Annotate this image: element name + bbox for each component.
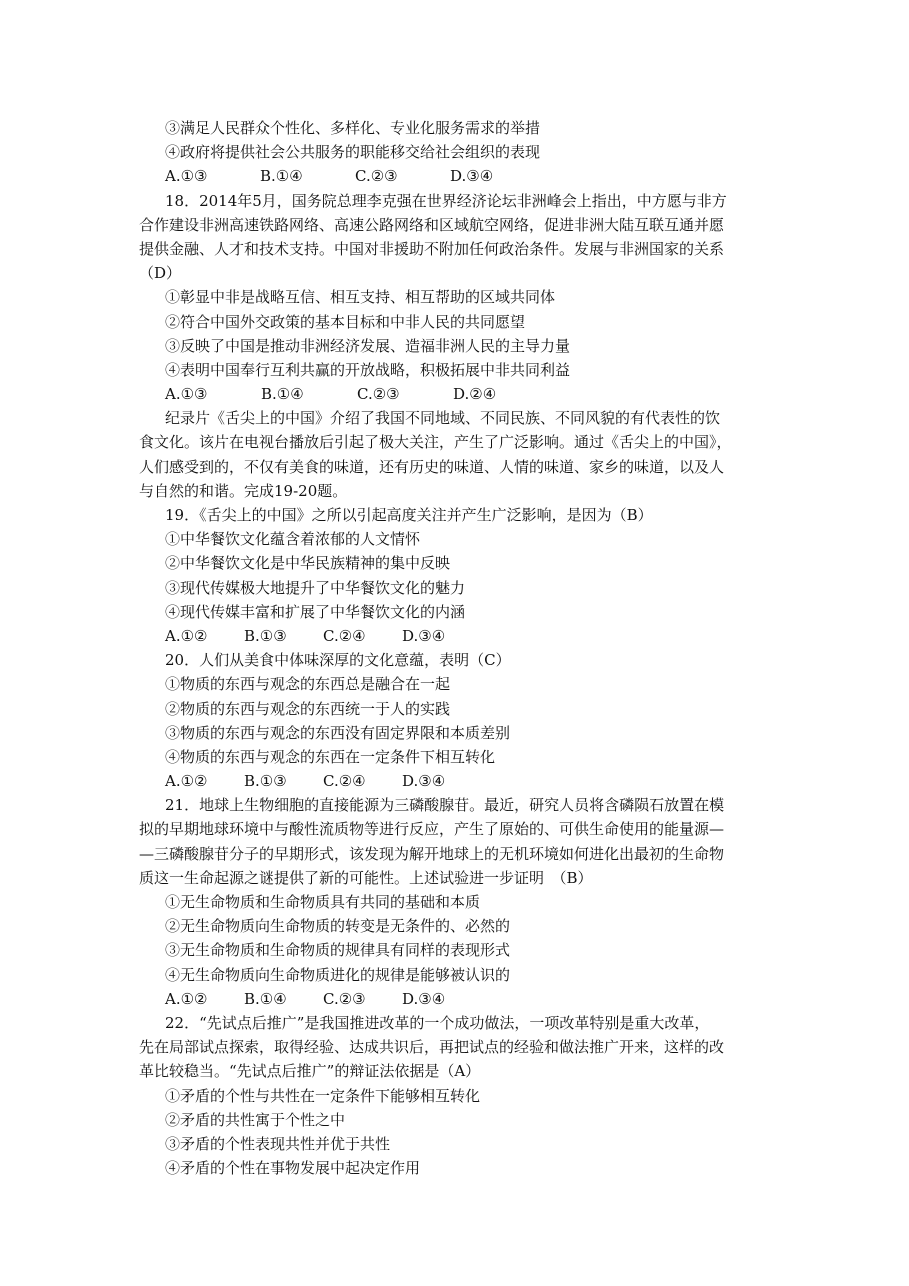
q18-item-3: ③反映了中国是推动非洲经济发展、造福非洲人民的主导力量: [165, 336, 571, 355]
q18-stem-line: 18．2014年5月，国务院总理李克强在世界经济论坛非洲峰会上指出，中方愿与非方: [165, 191, 727, 210]
q18-option-c: C.②③: [357, 385, 400, 404]
material-line: 食文化。该片在电视台播放后引起了极大关注，产生了广泛影响。通过《舌尖上的中国》，: [139, 433, 732, 452]
material-line: 纪录片《舌尖上的中国》介绍了我国不同地域、不同民族、不同风貌的有代表性的饮: [165, 409, 721, 428]
q21-option-c: C.②③: [323, 989, 366, 1008]
q19-option-b: B.①③: [244, 626, 287, 645]
q20-option-c: C.②④: [323, 772, 366, 791]
q17-option-c: C.②③: [355, 167, 398, 186]
q20-item-2: ②物质的东西与观念的东西统一于人的实践: [165, 699, 451, 718]
material-line: 与自然的和谐。完成19-20题。: [139, 481, 348, 500]
q22-stem-line: 22．“先试点后推广”是我国推进改革的一个成功做法，一项改革特别是重大改革，: [165, 1013, 710, 1032]
q21-options: [139, 987, 770, 1011]
q20-option-d: D.③④: [402, 772, 446, 791]
question-19: [139, 503, 770, 648]
q18-item-1: ①彰显中非是战略互信、相互支持、相互帮助的区域共同体: [165, 288, 556, 307]
q18-option-b: B.①④: [261, 385, 304, 404]
q22-item-2: ②矛盾的共性寓于个性之中: [165, 1110, 346, 1129]
q21-item-2: ②无生命物质向生命物质的转变是无条件的、必然的: [165, 917, 511, 936]
q17-option-b: B.①④: [260, 167, 303, 186]
material-line: 人们感受到的，不仅有美食的味道，还有历史的味道、人情的味道、家乡的味道，以及人: [139, 457, 725, 476]
exam-text: [139, 116, 770, 1180]
q20-item-1: ①物质的东西与观念的东西总是融合在一起: [165, 675, 451, 694]
q19-option-c: C.②④: [323, 626, 366, 645]
q19-option-d: D.③④: [402, 626, 446, 645]
q22-item-3: ③矛盾的个性表现共性并优于共性: [165, 1134, 391, 1153]
question-20: [139, 648, 770, 793]
q18-stem-line: 提供金融、人才和技术支持。中国对非援助不附加任何政治条件。发展与非洲国家的关系: [139, 239, 725, 258]
q20-stem: 20．人们从美食中体味深厚的文化意蕴，表明（C）: [165, 651, 511, 670]
q19-option-a: A.①②: [165, 626, 208, 645]
q20-option-b: B.①③: [244, 772, 287, 791]
q18-option-a: A.①③: [165, 385, 208, 404]
q17-item-4: ④政府将提供社会公共服务的职能移交给社会组织的表现: [165, 143, 541, 162]
q18-item-4: ④表明中国奉行互利共赢的开放战略，积极拓展中非共同利益: [165, 360, 571, 379]
q22-stem-line: 革比较稳当。“先试点后推广”的辩证法依据是（A）: [139, 1062, 481, 1081]
q22-item-4: ④矛盾的个性在事物发展中起决定作用: [165, 1159, 421, 1178]
q19-item-4: ④现代传媒丰富和扩展了中华餐饮文化的内涵: [165, 602, 466, 621]
q18-item-2: ②符合中国外交政策的基本目标和中非人民的共同愿望: [165, 312, 526, 331]
q21-item-1: ①无生命物质和生命物质具有共同的基础和本质: [165, 893, 481, 911]
q22-stem-line: 先在局部试点探索，取得经验、达成共识后，再把试点的经验和做法推广开来，这样的改: [139, 1038, 725, 1057]
q18-stem-line: 合作建设非洲高速铁路网络、高速公路网络和区域航空网络，促进非洲大陆互联互通并愿: [139, 215, 725, 234]
q19-options: [139, 624, 770, 648]
q19-stem: 19．《舌尖上的中国》之所以引起高度关注并产生广泛影响，是因为（B）: [165, 506, 653, 524]
q21-item-4: ④无生命物质向生命物质进化的规律是能够被认识的: [165, 965, 511, 984]
q17-option-d: D.③④: [450, 167, 494, 186]
q18-option-d: D.②④: [453, 385, 497, 404]
q17-options: [139, 164, 770, 188]
q21-stem-line: 拟的早期地球环境中与酸性流质物等进行反应，产生了原始的、可供生命使用的能量源—: [139, 820, 725, 839]
q17-option-a: A.①③: [165, 167, 208, 186]
q20-option-a: A.①②: [165, 772, 208, 791]
question-17: [139, 116, 770, 189]
material-19-20: [139, 406, 770, 503]
q21-option-b: B.①④: [244, 989, 287, 1008]
q21-stem-line: —三磷酸腺苷分子的早期形式，该发现为解开地球上的无机环境如何进化出最初的生命物: [139, 844, 725, 863]
question-21: [139, 793, 770, 1011]
q18-options: [139, 382, 770, 406]
q22-item-1: ①矛盾的个性与共性在一定条件下能够相互转化: [165, 1086, 481, 1105]
question-22: [139, 1011, 770, 1180]
q20-item-3: ③物质的东西与观念的东西没有固定界限和本质差别: [165, 723, 511, 742]
q21-stem-line: 质这一生命起源之谜提供了新的可能性。上述试验进一步证明 （B）: [139, 868, 593, 887]
q19-item-1: ①中华餐饮文化蕴含着浓郁的人文情怀: [165, 530, 421, 549]
q19-item-3: ③现代传媒极大地提升了中华餐饮文化的魅力: [165, 578, 466, 597]
q18-answer: （D）: [139, 264, 182, 283]
q20-options: [139, 769, 770, 793]
q21-item-3: ③无生命物质和生命物质的规律具有同样的表现形式: [165, 941, 511, 960]
q21-option-d: D.③④: [402, 989, 446, 1008]
q21-stem-line: 21．地球上生物细胞的直接能源为三磷酸腺苷。最近，研究人员将含磷陨石放置在模: [165, 796, 725, 815]
question-18: [139, 189, 770, 407]
q19-item-2: ②中华餐饮文化是中华民族精神的集中反映: [165, 554, 451, 573]
q20-item-4: ④物质的东西与观念的东西在一定条件下相互转化: [165, 747, 496, 766]
q17-item-3: ③满足人民群众个性化、多样化、专业化服务需求的举措: [165, 119, 541, 137]
q21-option-a: A.①②: [165, 989, 208, 1008]
